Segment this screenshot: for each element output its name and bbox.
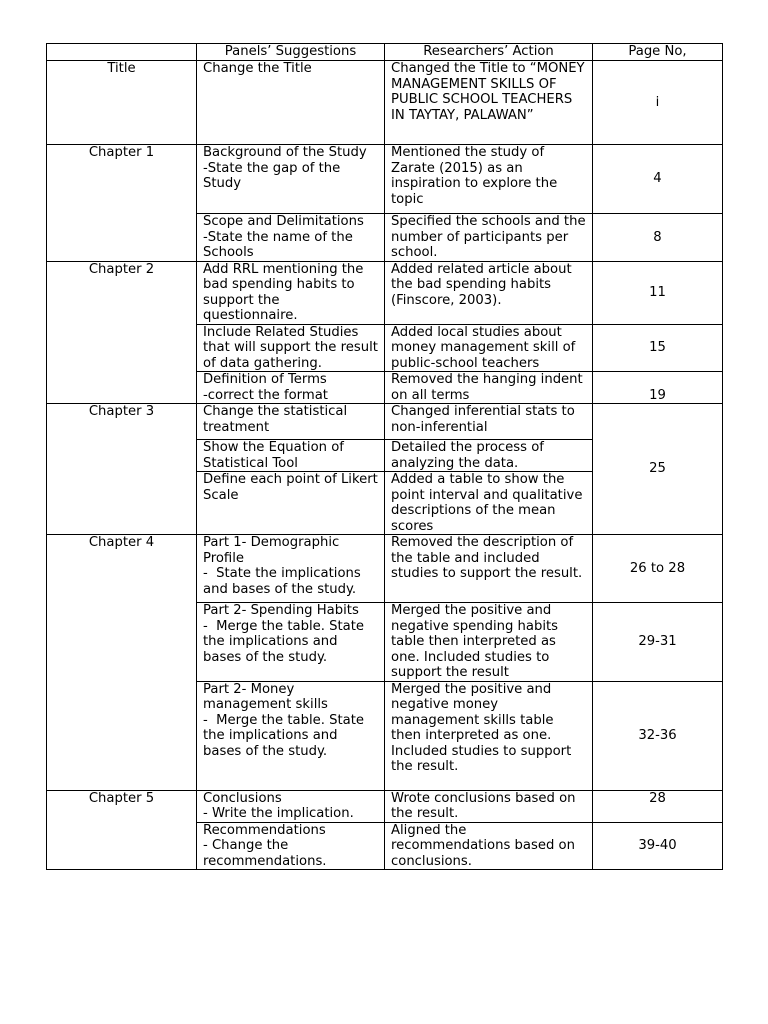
header-row bbox=[47, 44, 723, 61]
chapter-cell: Chapter 4 bbox=[47, 535, 197, 791]
page-cell: 26 to 28 bbox=[593, 535, 723, 603]
page-cell: 4 bbox=[593, 145, 723, 214]
chapter-cell: Chapter 2 bbox=[47, 261, 197, 404]
page-cell: 15 bbox=[593, 324, 723, 372]
page-cell: 29-31 bbox=[593, 603, 723, 682]
page-cell: 32-36 bbox=[593, 681, 723, 790]
suggestion-cell: Add RRL mentioning the bad spending habits to support the questionnaire. bbox=[197, 261, 385, 324]
action-cell: Aligned the recommendations based on conclusions. bbox=[385, 822, 593, 870]
suggestion-cell: Background of the Study -State the gap of the Study bbox=[197, 145, 385, 214]
suggestion-cell: Include Related Studies that will support the result of data gathering. bbox=[197, 324, 385, 372]
suggestion-cell: Change the statistical treatment bbox=[197, 404, 385, 440]
page-cell: 28 bbox=[593, 790, 723, 822]
page-cell: 39-40 bbox=[593, 822, 723, 870]
table-row bbox=[47, 61, 723, 145]
suggestion-cell: Show the Equation of Statistical Tool bbox=[197, 440, 385, 472]
action-cell: Changed the Title to “MONEY MANAGEMENT SKILLS OF PUBLIC SCHOOL TEACHERS IN TAYTAY, PALAWAN” bbox=[385, 61, 593, 145]
table-row bbox=[47, 790, 723, 822]
action-cell: Mentioned the study of Zarate (2015) as an inspiration to explore the topic bbox=[385, 145, 593, 214]
table-row bbox=[47, 404, 723, 440]
action-cell: Removed the hanging indent on all terms bbox=[385, 372, 593, 404]
chapter-cell: Chapter 5 bbox=[47, 790, 197, 870]
page-cell: 25 bbox=[593, 404, 723, 535]
page-cell: 11 bbox=[593, 261, 723, 324]
action-cell: Removed the description of the table and included studies to support the result. bbox=[385, 535, 593, 603]
suggestion-cell: Change the Title bbox=[197, 61, 385, 145]
chapter-cell: Chapter 1 bbox=[47, 145, 197, 262]
table-row bbox=[47, 145, 723, 214]
header-page: Page No, bbox=[593, 44, 723, 61]
page-cell: 19 bbox=[593, 372, 723, 404]
action-cell: Added related article about the bad spending habits (Finscore, 2003). bbox=[385, 261, 593, 324]
page-cell: i bbox=[593, 61, 723, 145]
action-cell: Detailed the process of analyzing the data. bbox=[385, 440, 593, 472]
suggestion-cell: Part 1- Demographic Profile - State the implications and bases of the study. bbox=[197, 535, 385, 603]
action-cell: Changed inferential stats to non-inferential bbox=[385, 404, 593, 440]
action-cell: Added local studies about money management skill of public-school teachers bbox=[385, 324, 593, 372]
header-chapter bbox=[47, 44, 197, 61]
chapter-cell: Chapter 3 bbox=[47, 404, 197, 535]
suggestion-cell: Definition of Terms -correct the format bbox=[197, 372, 385, 404]
suggestion-cell: Define each point of Likert Scale bbox=[197, 472, 385, 535]
action-cell: Wrote conclusions based on the result. bbox=[385, 790, 593, 822]
table-row bbox=[47, 261, 723, 324]
action-cell: Added a table to show the point interval and qualitative descriptions of the mean scores bbox=[385, 472, 593, 535]
action-cell: Specified the schools and the number of participants per school. bbox=[385, 214, 593, 262]
chapter-cell: Title bbox=[47, 61, 197, 145]
header-suggestions: Panels’ Suggestions bbox=[197, 44, 385, 61]
revisions-table bbox=[46, 43, 723, 870]
header-action: Researchers’ Action bbox=[385, 44, 593, 61]
suggestion-cell: Conclusions - Write the implication. bbox=[197, 790, 385, 822]
action-cell: Merged the positive and negative money management skills table then interpreted as one. Included studies to support the result. bbox=[385, 681, 593, 790]
suggestion-cell: Recommendations - Change the recommendations. bbox=[197, 822, 385, 870]
action-cell: Merged the positive and negative spending habits table then interpreted as one. Included studies to support the result bbox=[385, 603, 593, 682]
suggestion-cell: Part 2- Money management skills - Merge the table. State the implications and bases of the study. bbox=[197, 681, 385, 790]
suggestion-cell: Scope and Delimitations -State the name of the Schools bbox=[197, 214, 385, 262]
table-row bbox=[47, 535, 723, 603]
suggestion-cell: Part 2- Spending Habits - Merge the table. State the implications and bases of the study. bbox=[197, 603, 385, 682]
page-cell: 8 bbox=[593, 214, 723, 262]
